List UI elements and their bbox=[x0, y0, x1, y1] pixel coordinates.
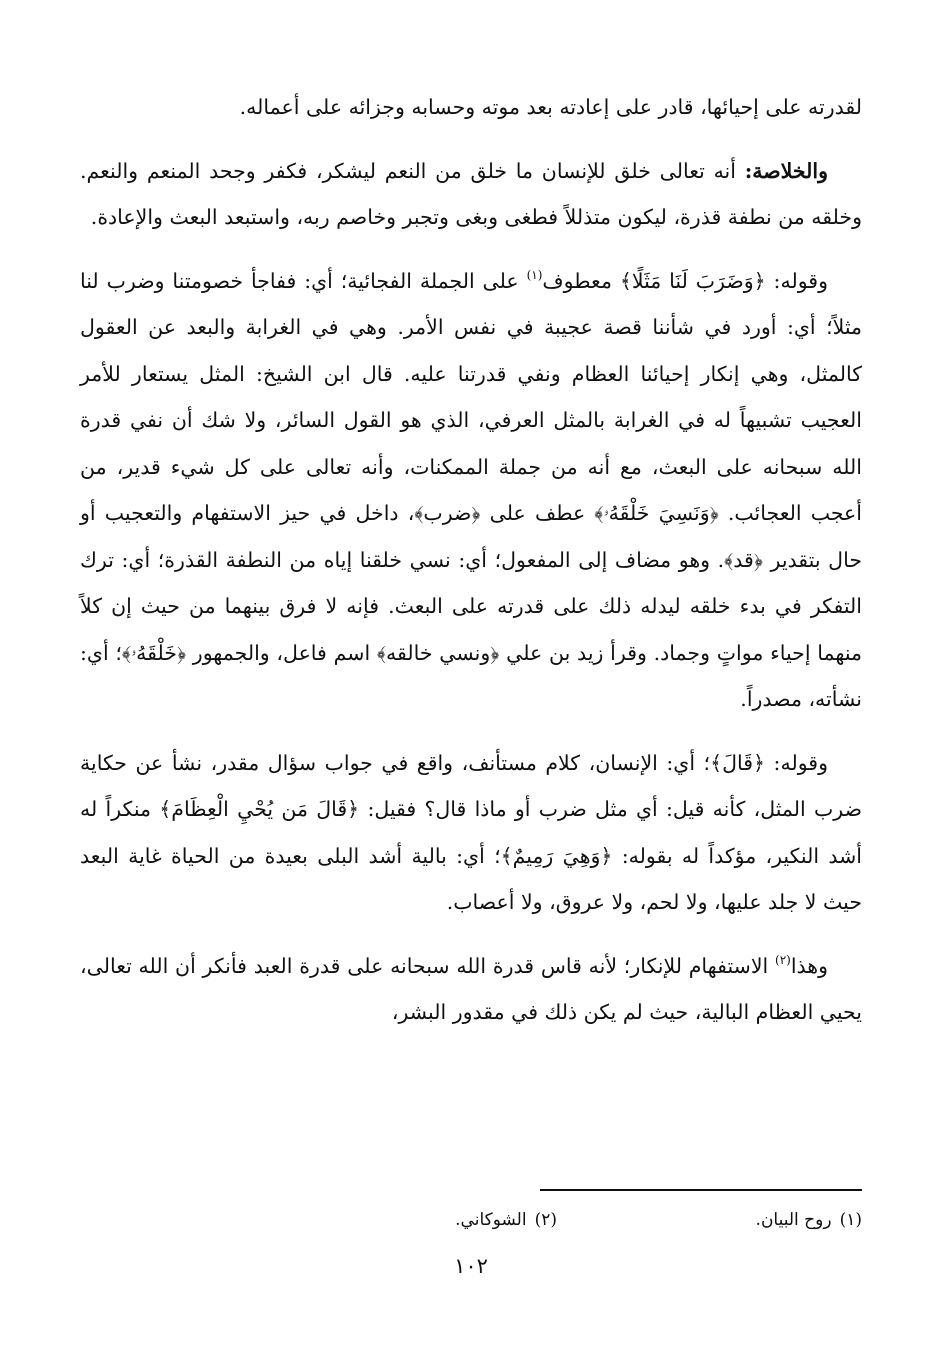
footnote-2-number: (٢) bbox=[534, 1210, 557, 1230]
paragraph-2-text: أنه تعالى خلق للإنسان ما خلق من النعم ليشكر، فكفر وجحد المنعم والنعم. وخلقه من نطفة قذرة، ليكون متذللاً فطغى وبغى وتجبر وخاصم ربه، واستبعد البعث والإعادة. bbox=[80, 158, 862, 229]
paragraph-4-text: وقوله: ﴿قَالَ﴾؛ أي: الإنسان، كلام مستأنف، واقع في جواب سؤال مقدر، نشأ عن حكاية ضرب المثل، كأنه قيل: أي مثل ضرب أو ماذا قال؟ فقيل: ﴿قَالَ مَن يُحْيِ الْعِظَامَ﴾ منكراً له أشد النكير، مؤكداً له بقوله: ﴿وَهِيَ رَمِيمٌ﴾؛ أي: بالية أشد البلى بعيدة من الحياة غاية البعد حيث لا جلد عليها، ولا لحم، ولا عروق، ولا أعصاب. bbox=[80, 750, 862, 914]
footnote-ref-1: (١) bbox=[526, 267, 543, 282]
footnote-1-number: (١) bbox=[839, 1210, 862, 1230]
paragraph-5-text-after: الاستفهام للإنكار؛ لأنه قاس قدرة الله سبحانه على قدرة العبد فأنكر أن الله تعالى، يحيي العظام البالية، حيث لم يكن ذلك في مقدور البشر، bbox=[80, 953, 862, 1024]
footnote-1 bbox=[756, 1205, 862, 1235]
paragraph-1 bbox=[80, 84, 862, 131]
paragraph-2 bbox=[80, 148, 862, 241]
paragraph-3-text-before: وقوله: ﴿وَضَرَبَ لَنَا مَثَلًا﴾ معطوف bbox=[542, 268, 828, 293]
paragraph-4 bbox=[80, 740, 862, 926]
paragraph-5 bbox=[80, 943, 862, 1036]
page-number: ١٠٢ bbox=[454, 1254, 488, 1278]
paragraph-5-text-before: وهذا bbox=[790, 953, 828, 978]
footnote-divider bbox=[540, 1189, 862, 1191]
paragraph-3 bbox=[80, 258, 862, 723]
footnote-1-text: روح البيان. bbox=[755, 1210, 832, 1230]
page-body bbox=[80, 84, 862, 1053]
summary-lead: والخلاصة: bbox=[744, 158, 828, 183]
footnote-2-text: الشوكاني. bbox=[455, 1210, 527, 1230]
footnote-ref-2: (٢) bbox=[775, 952, 791, 967]
paragraph-3-text-after: على الجملة الفجائية؛ أي: ففاجأ خصومتنا وضرب لنا مثلاً؛ أي: أورد في شأننا قصة عجيبة في نفس الأمر. وهي في الغرابة والبعد عن العقول كالمثل، وهي إنكار إحيائنا العظام ونفي قدرتنا عليه. قال ابن الشيخ: المثل يستعار للأمر العجيب تشبيهاً له في الغرابة بالمثل العرفي، الذي هو القول السائر، ولا شك أن نفي قدرة الله سبحانه على البعث، مع أنه من جملة الممكنات، وأنه تعالى على كل شيء قدير، من أعجب العجائب. ﴿وَنَسِيَ خَلْقَهُۥ﴾ عطف على ﴿ضرب﴾، داخل في حيز الاستفهام والتعجيب أو حال بتقدير ﴿قد﴾. وهو مضاف إلى المفعول؛ أي: نسي خلقنا إياه من النطفة القذرة؛ أي: ترك التفكر في بدء خلقه ليدله ذلك على قدرته على البعث. فإنه لا فرق بينهما من حيث إن كلاً منهما إحياء مواتٍ وجماد. وقرأ زيد بن علي ﴿ونسي خالقه﴾ اسم فاعل، والجمهور ﴿خَلْقَهُۥ﴾؛ أي: نشأته، مصدراً. bbox=[80, 268, 862, 711]
paragraph-1-text: لقدرته على إحيائها، قادر على إعادته بعد موته وحسابه وجزائه على أعماله. bbox=[239, 95, 862, 119]
footnotes bbox=[80, 1205, 862, 1235]
footnote-2 bbox=[455, 1205, 557, 1235]
